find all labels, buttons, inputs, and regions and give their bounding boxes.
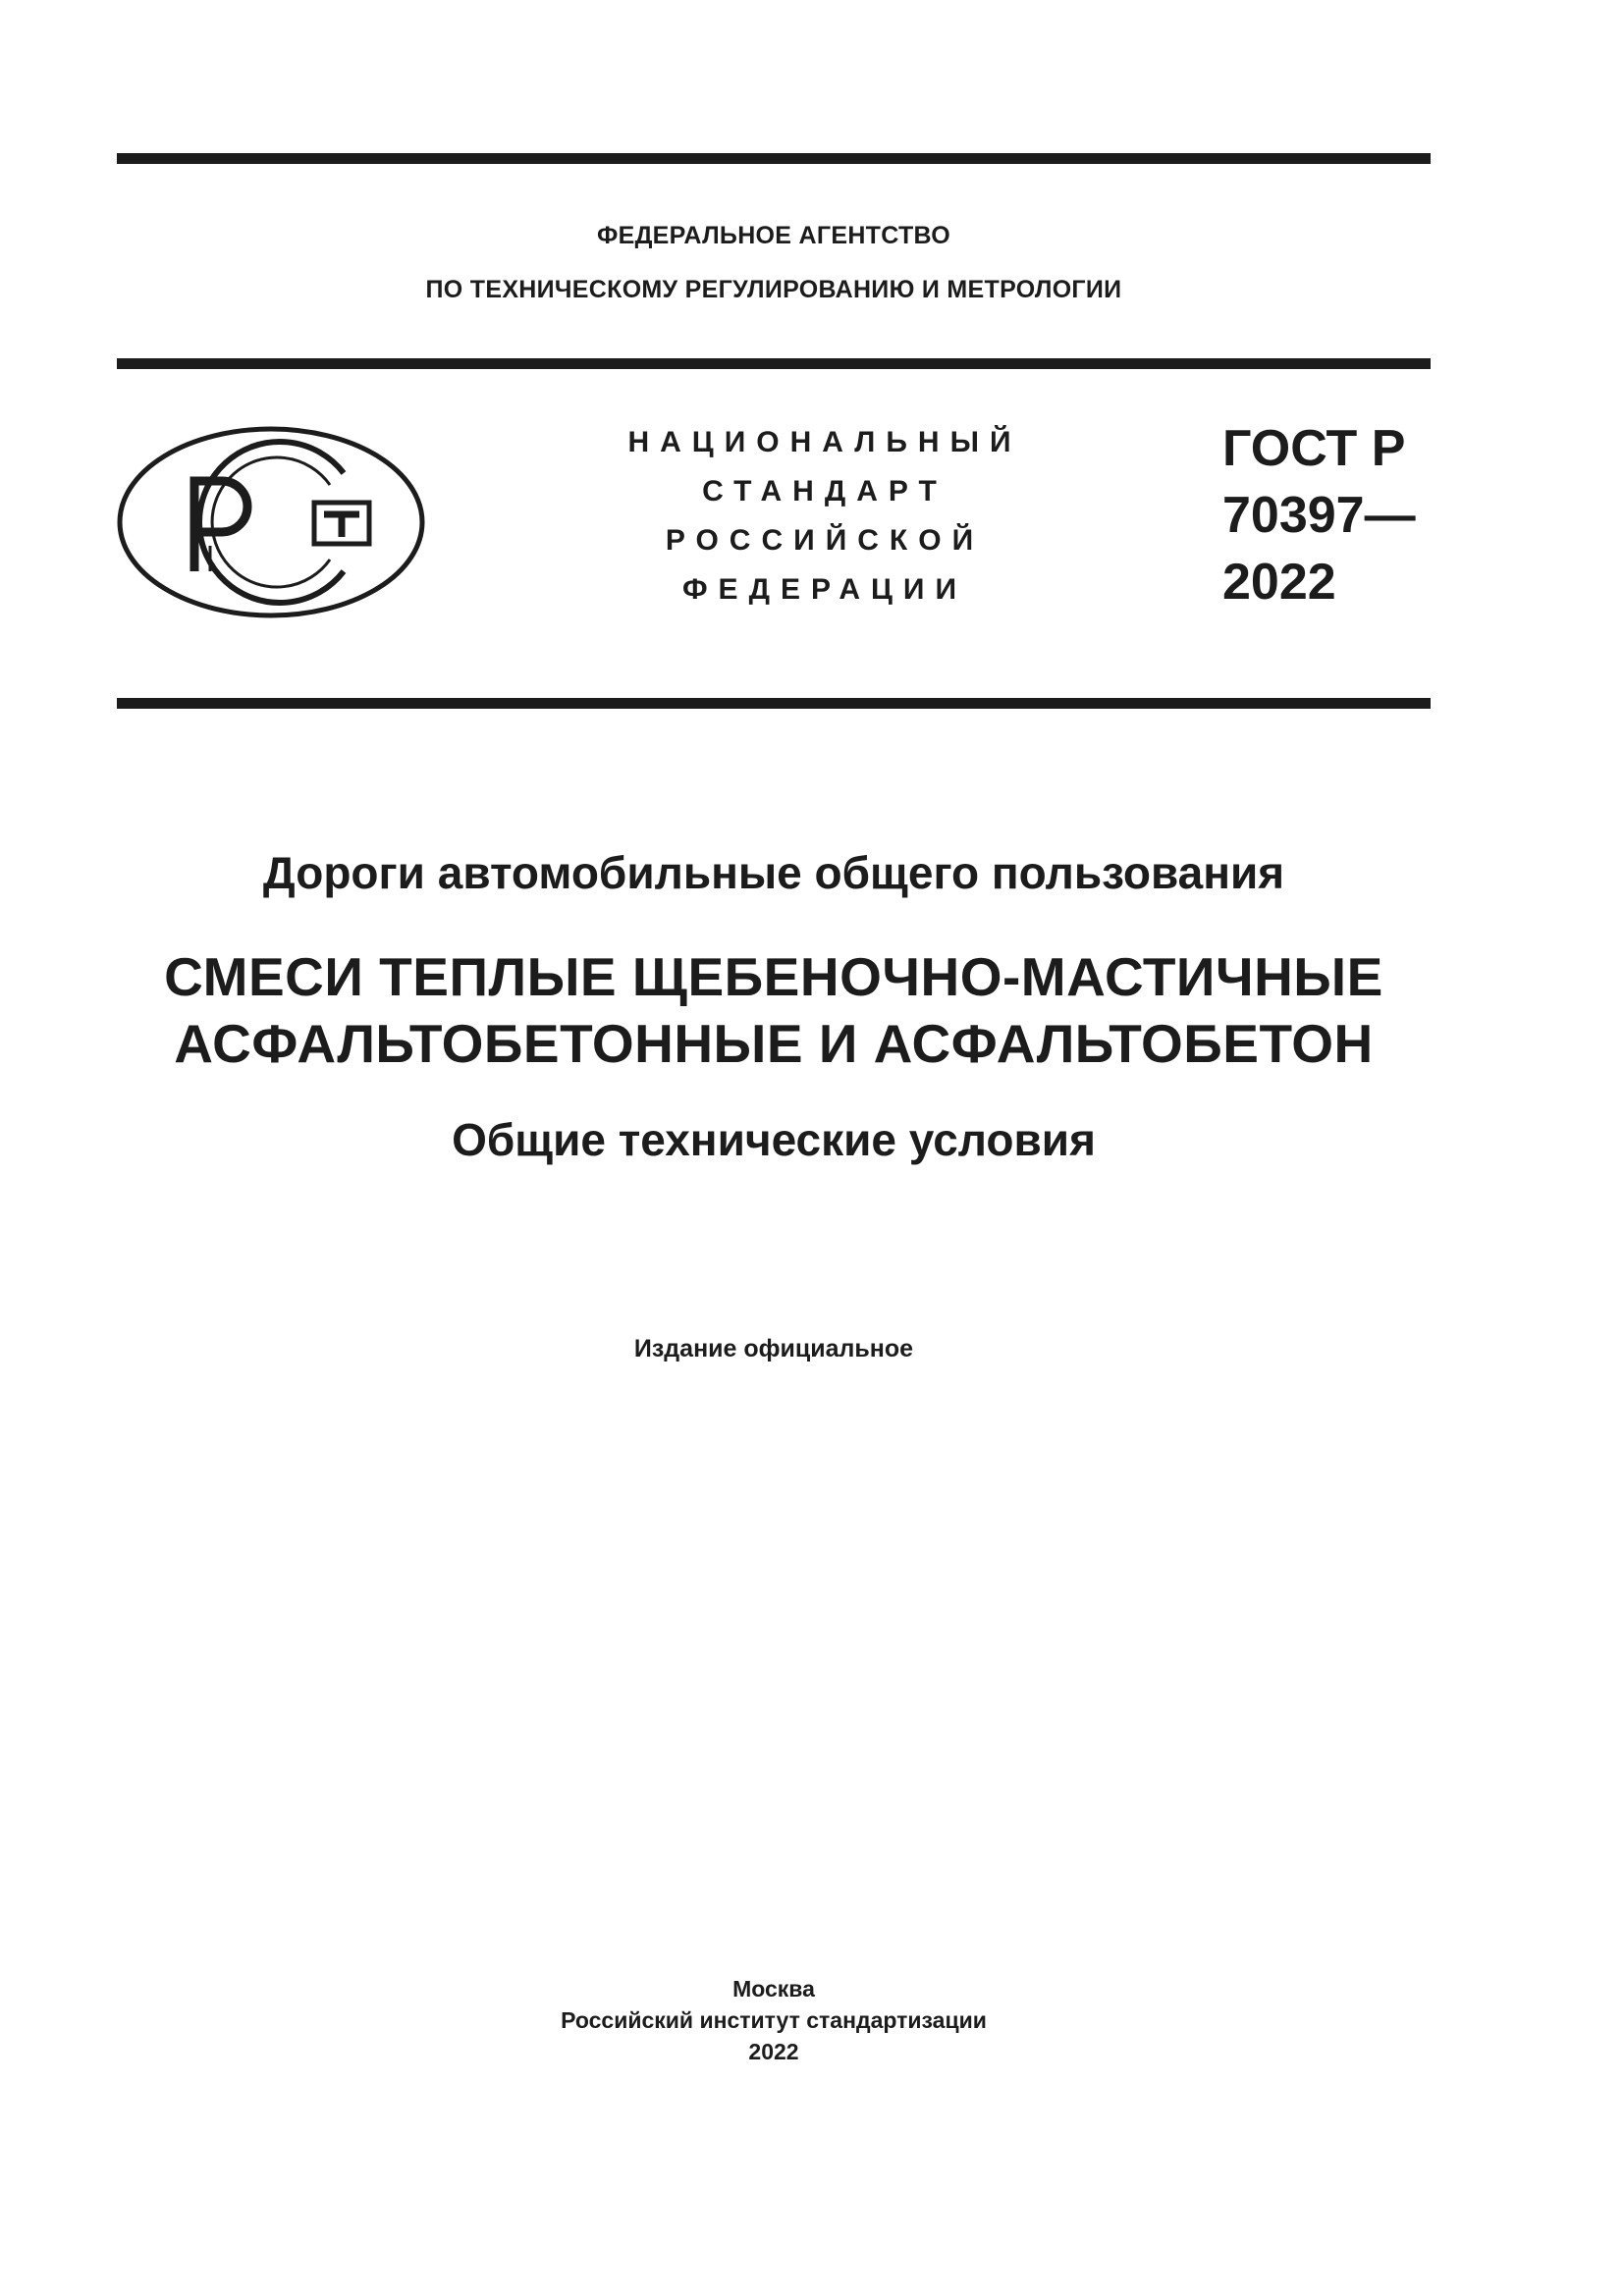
title-main-line-1: СМЕСИ ТЕПЛЫЕ ЩЕБЕНОЧНО-МАСТИЧНЫЕ [164, 946, 1383, 1007]
national-standard-line-1: НАЦИОНАЛЬНЫЙ [627, 426, 1022, 458]
standard-designation-line-3: 2022 [1222, 554, 1336, 611]
standard-designation-line-2: 70397— [1222, 487, 1416, 544]
standard-designation-line-1: ГОСТ Р [1222, 420, 1406, 477]
national-standard-line-4: ФЕДЕРАЦИИ [681, 573, 968, 606]
imprint-city: Москва [732, 1976, 815, 2002]
agency-line-2: ПО ТЕХНИЧЕСКОМУ РЕГУЛИРОВАНИЮ И МЕТРОЛОГИИ [425, 276, 1122, 303]
title-main-line-2: АСФАЛЬТОБЕТОННЫЕ И АСФАЛЬТОБЕТОН [174, 1013, 1374, 1074]
top-rule [117, 153, 1431, 164]
title-group: Дороги автомобильные общего пользования [262, 847, 1285, 898]
middle-rule [117, 358, 1431, 369]
national-standard-line-3: РОССИЙСКОЙ [665, 524, 985, 557]
national-standard-line-2: СТАНДАРТ [702, 475, 947, 507]
imprint-publisher: Российский институт стандартизации [561, 2007, 987, 2033]
lower-rule [117, 698, 1431, 709]
edition-label: Издание официальное [633, 1335, 914, 1362]
title-subtitle: Общие технические условия [452, 1114, 1096, 1165]
imprint-year: 2022 [748, 2039, 799, 2064]
rst-certification-logo-icon [116, 424, 428, 620]
agency-line-1: ФЕДЕРАЛЬНОЕ АГЕНТСТВО [596, 222, 951, 249]
